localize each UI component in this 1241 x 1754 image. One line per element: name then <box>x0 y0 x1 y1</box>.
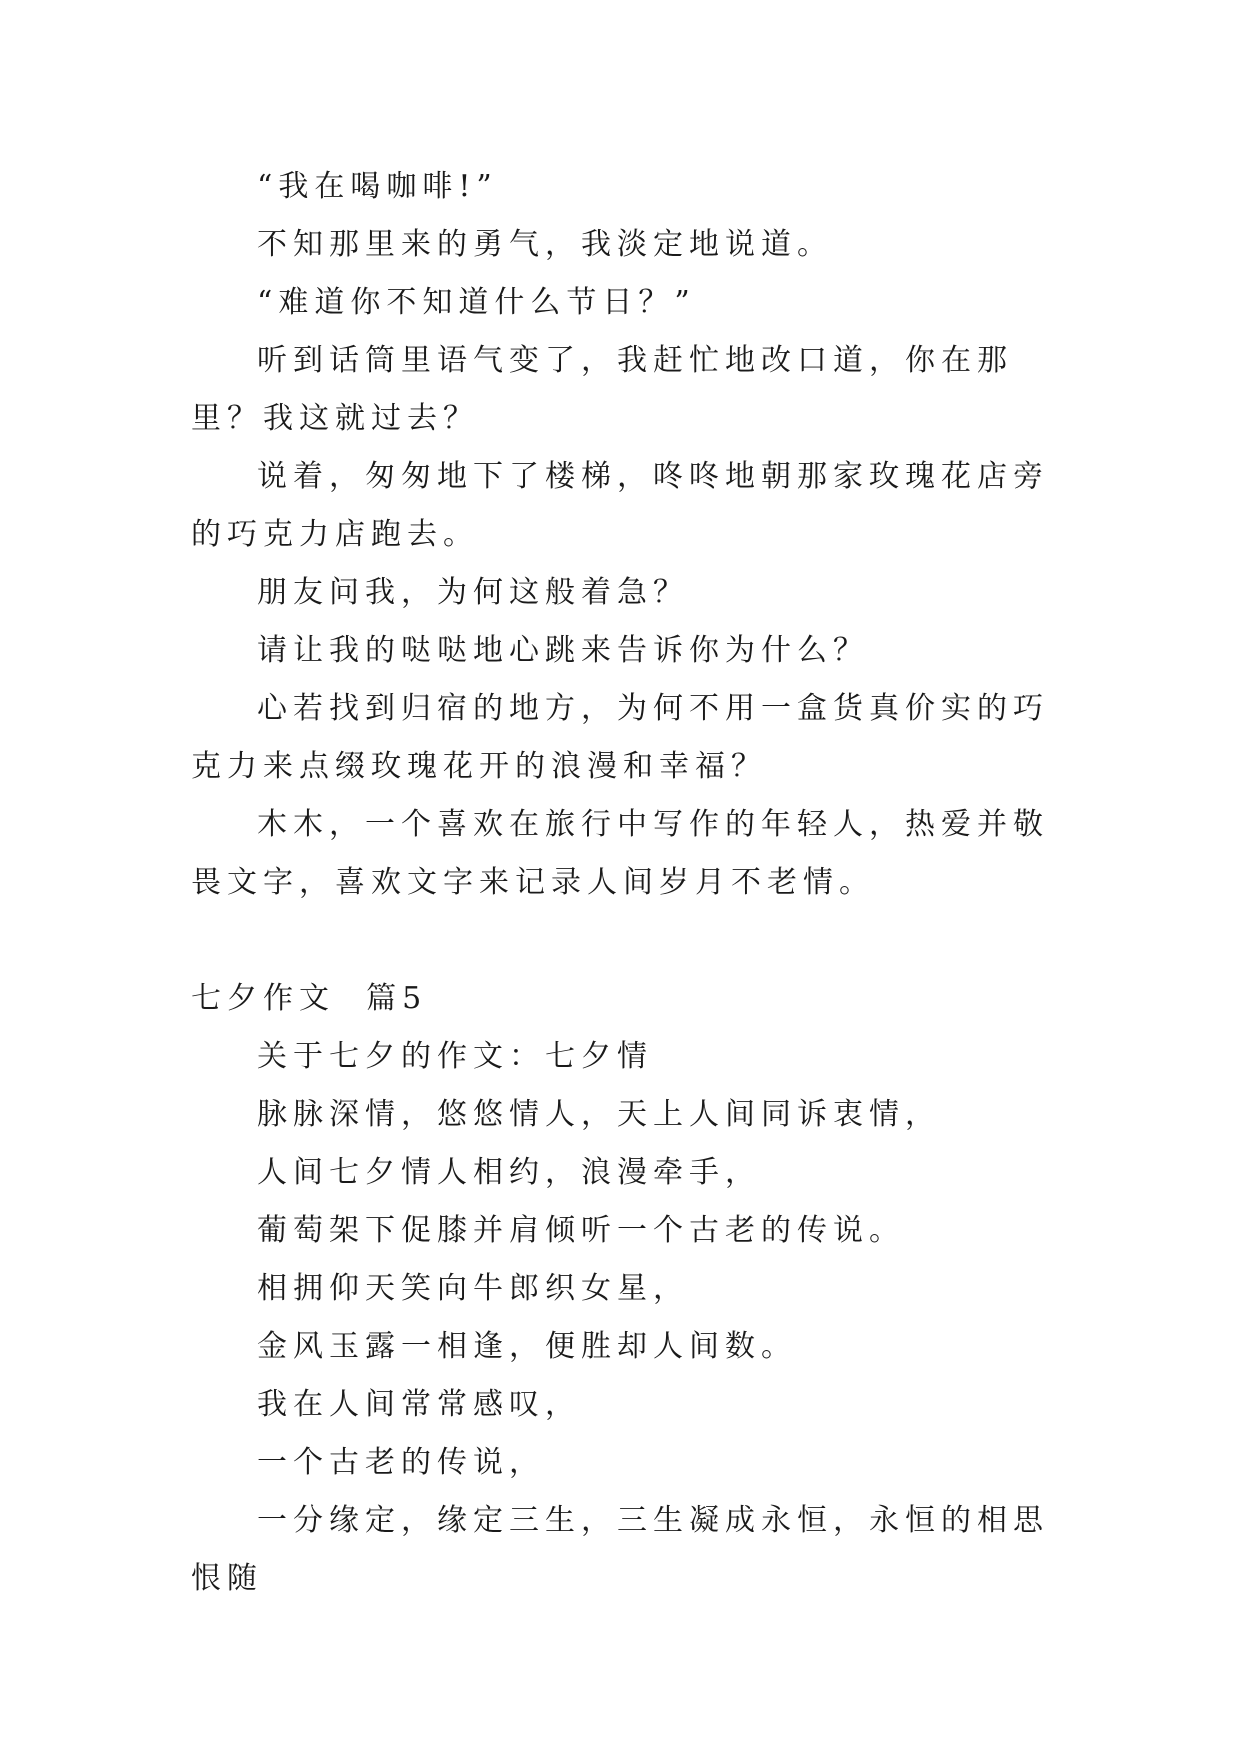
paragraph: 不知那里来的勇气，我淡定地说道。 <box>257 227 833 262</box>
paragraph: 心若找到归宿的地方，为何不用一盒货真价实的巧克力来点缀玫瑰花开的浪漫和幸福？ <box>191 691 1049 784</box>
paragraph: 人间七夕情人相约，浪漫牵手， <box>257 1155 761 1190</box>
paragraph: 一个古老的传说， <box>257 1445 545 1480</box>
paragraph: 葡萄架下促膝并肩倾听一个古老的传说。 <box>257 1213 905 1248</box>
paragraph: “我在喝咖啡!” <box>257 169 498 204</box>
paragraph: 听到话筒里语气变了，我赶忙地改口道，你在那里？我这就过去？ <box>191 343 1013 436</box>
paragraph: 说着，匆匆地下了楼梯，咚咚地朝那家玫瑰花店旁的巧克力店跑去。 <box>191 459 1049 552</box>
paragraph: 相拥仰天笑向牛郎织女星， <box>257 1271 689 1306</box>
paragraph: 朋友问我，为何这般着急？ <box>257 575 689 610</box>
paragraph: 一分缘定，缘定三生，三生凝成永恒，永恒的相思恨随 <box>191 1503 1049 1596</box>
paragraph: 脉脉深情，悠悠情人，天上人间同诉衷情， <box>257 1097 941 1132</box>
paragraph: “难道你不知道什么节日？” <box>257 285 696 320</box>
document-body <box>191 158 1059 1608</box>
paragraph: 木木，一个喜欢在旅行中写作的年轻人，热爱并敬畏文字，喜欢文字来记录人间岁月不老情。 <box>191 807 1049 900</box>
paragraph: 请让我的哒哒地心跳来告诉你为什么？ <box>257 633 869 668</box>
paragraph: 关于七夕的作文：七夕情 <box>257 1039 653 1074</box>
section-heading: 七夕作文 篇5 <box>191 981 428 1016</box>
paragraph: 金风玉露一相逢，便胜却人间数。 <box>257 1329 797 1364</box>
paragraph: 我在人间常常感叹， <box>257 1387 581 1422</box>
